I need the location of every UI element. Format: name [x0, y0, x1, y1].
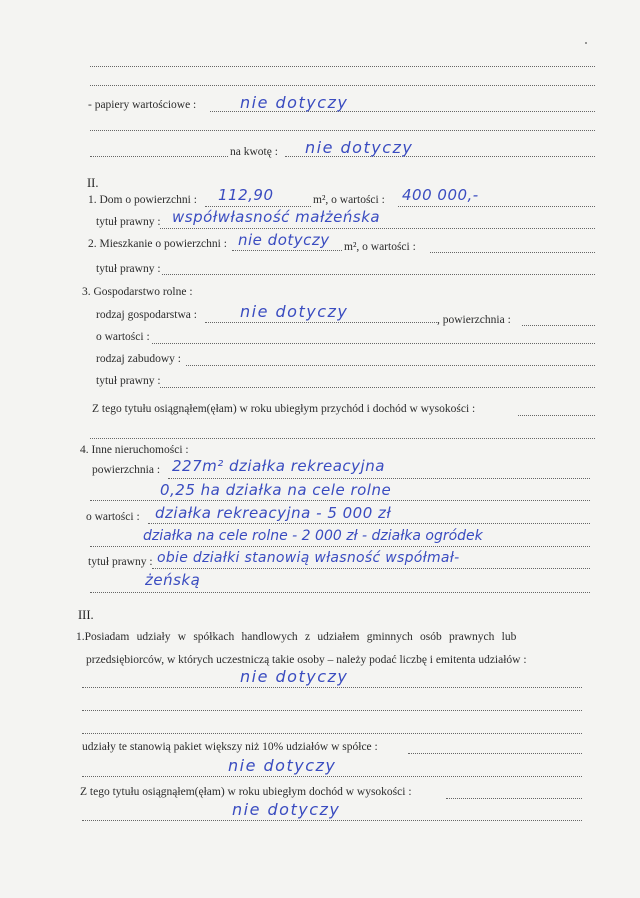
dotted-line: [160, 228, 595, 229]
dotted-line: [82, 820, 582, 821]
flat-title-label: tytuł prawny :: [96, 263, 161, 275]
securities-label: - papiery wartościowe :: [88, 99, 197, 111]
other-area-value-1: 227m² działka rekreacyjna: [172, 457, 385, 475]
scan-speck: [585, 42, 587, 44]
other-value-value-1: działka rekreacyjna - 5 000 zł: [155, 504, 392, 522]
house-title-label: tytuł prawny :: [96, 216, 161, 228]
amount-label: na kwotę :: [230, 146, 278, 158]
dotted-line: [205, 322, 437, 323]
farm-type-label: rodzaj gospodarstwa :: [96, 309, 197, 321]
dotted-line: [82, 733, 582, 734]
dotted-line: [518, 415, 595, 416]
dotted-line: [82, 710, 582, 711]
other-area-value-2: 0,25 ha działka na cele rolne: [160, 481, 392, 499]
farm-buildings-label: rodzaj zabudowy :: [96, 353, 181, 365]
dotted-line: [446, 798, 582, 799]
farm-income-label: Z tego tytułu osiągnąłem(ęłam) w roku ubiegłym przychód i dochód w wysokości :: [92, 403, 476, 415]
other-title-value-2: żeńską: [145, 571, 201, 589]
dotted-line: [152, 568, 590, 569]
dotted-line: [148, 523, 590, 524]
farm-label: 3. Gospodarstwo rolne :: [82, 286, 193, 298]
dotted-line: [160, 387, 595, 388]
dotted-line: [168, 478, 590, 479]
securities-value: nie dotyczy: [240, 93, 349, 112]
dotted-line: [232, 250, 342, 251]
other-value-label: o wartości :: [86, 511, 140, 523]
dotted-line: [90, 592, 590, 593]
dotted-line: [522, 325, 595, 326]
dotted-line: [82, 776, 582, 777]
section-heading-iii: III.: [78, 608, 94, 622]
shares-text-line-2: przedsiębiorców, w których uczestniczą takie osoby – należy podać liczbę i emitenta udziałów :: [86, 654, 527, 666]
shares-income-label: Z tego tytułu osiągnąłem(ęłam) w roku ubiegłym dochód w wysokości :: [80, 786, 412, 798]
shares-income-value: nie dotyczy: [232, 800, 341, 819]
house-area-label: 1. Dom o powierzchni :: [88, 194, 197, 206]
dotted-line: [408, 753, 582, 754]
house-title-value: współwłasność małżeńska: [172, 208, 381, 226]
dotted-line: [90, 85, 595, 86]
flat-unit-label: m², o wartości :: [344, 241, 416, 253]
dotted-line: [90, 546, 590, 547]
flat-area-label: 2. Mieszkanie o powierzchni :: [88, 238, 227, 250]
farm-value-label: o wartości :: [96, 331, 150, 343]
dotted-line: [90, 130, 595, 131]
dotted-line: [152, 343, 595, 344]
section-heading-ii: II.: [87, 176, 99, 190]
other-property-label: 4. Inne nieruchomości :: [80, 444, 189, 456]
amount-value: nie dotyczy: [305, 138, 414, 157]
other-title-value-1: obie działki stanowią własność współmał-: [157, 550, 460, 566]
other-title-label: tytuł prawny :: [88, 556, 153, 568]
dotted-line: [430, 252, 595, 253]
dotted-line: [398, 206, 595, 207]
dotted-line: [90, 66, 595, 67]
farm-area-label: , powierzchnia :: [437, 314, 511, 326]
dotted-line: [186, 365, 595, 366]
other-area-label: powierzchnia :: [92, 464, 161, 476]
dotted-line: [82, 687, 582, 688]
house-area-value: 112,90: [218, 186, 274, 204]
shares-value: nie dotyczy: [240, 667, 349, 686]
dotted-line: [90, 500, 590, 501]
house-value: 400 000,-: [402, 186, 479, 204]
package-value: nie dotyczy: [228, 756, 337, 775]
dotted-line: [162, 274, 595, 275]
dotted-line: [90, 438, 595, 439]
package-label: udziały te stanowią pakiet większy niż 10% udziałów w spółce :: [82, 741, 378, 753]
flat-area-value: nie dotyczy: [238, 231, 330, 249]
farm-type-value: nie dotyczy: [240, 302, 349, 321]
farm-title-label: tytuł prawny :: [96, 375, 161, 387]
dotted-line: [205, 206, 311, 207]
other-value-value-2: działka na cele rolne - 2 000 zł - działka ogródek: [143, 528, 483, 544]
house-unit-label: m², o wartości :: [313, 194, 385, 206]
dotted-line: [90, 156, 228, 157]
shares-text-line-1: 1.Posiadam udziały w spółkach handlowych z udziałem gminnych osób prawnych lub: [76, 631, 517, 643]
